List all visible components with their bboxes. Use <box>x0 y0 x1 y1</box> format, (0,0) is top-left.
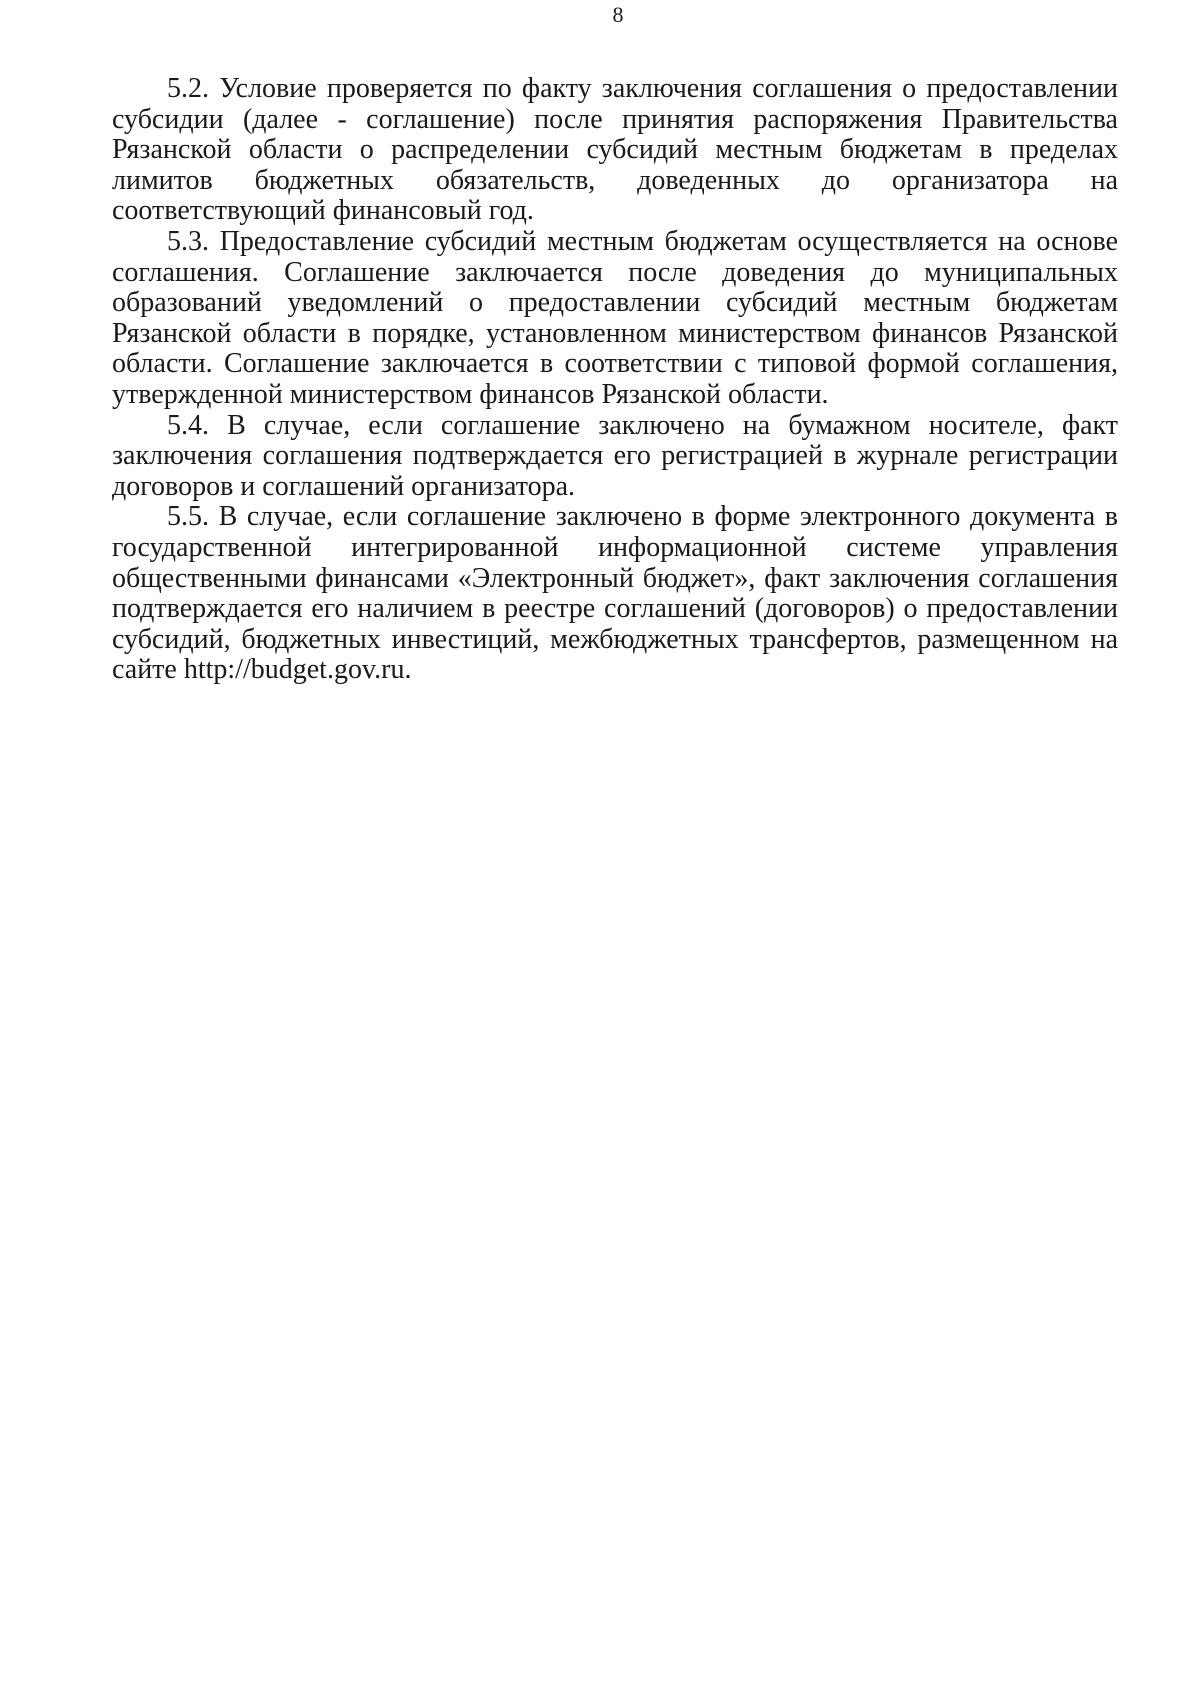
paragraph-5-3: 5.3. Предоставление субсидий местным бюджетам осуществляется на основе соглашения. Соглашение заключается после доведения до муниципальных образований уведомлений о предоставлении субсидий местным бюджетам Рязанской области в порядке, установленном министерством финансов Рязанской области. Соглашение заключается в соответствии с типовой формой соглашения, утвержденной министерством финансов Рязанской области. <box>112 225 1118 410</box>
paragraph-5-2: 5.2. Условие проверяется по факту заключения соглашения о предоставлении субсидии (далее - соглашение) после принятия распоряжения Правительства Рязанской области о распределении субсидий местным бюджетам в пределах лимитов бюджетных обязательств, доведенных до организатора на соответствующий финансовый год. <box>112 73 1118 227</box>
paragraph-5-5: 5.5. В случае, если соглашение заключено в форме электронного документа в государственной интегрированной информационной системе управления общественными финансами «Электронный бюджет», факт заключения соглашения подтверждается его наличием в реестре соглашений (договоров) о предоставлении субсидий, бюджетных инвестиций, межбюджетных трансфертов, размещенном на сайте http://budget.gov.ru. <box>112 501 1118 686</box>
document-body <box>112 74 1118 686</box>
page-number: 8 <box>612 2 624 27</box>
paragraph-5-4: 5.4. В случае, если соглашение заключено на бумажном носителе, факт заключения соглашения подтверждается его регистрацией в журнале регистрации договоров и соглашений организатора. <box>112 409 1118 502</box>
